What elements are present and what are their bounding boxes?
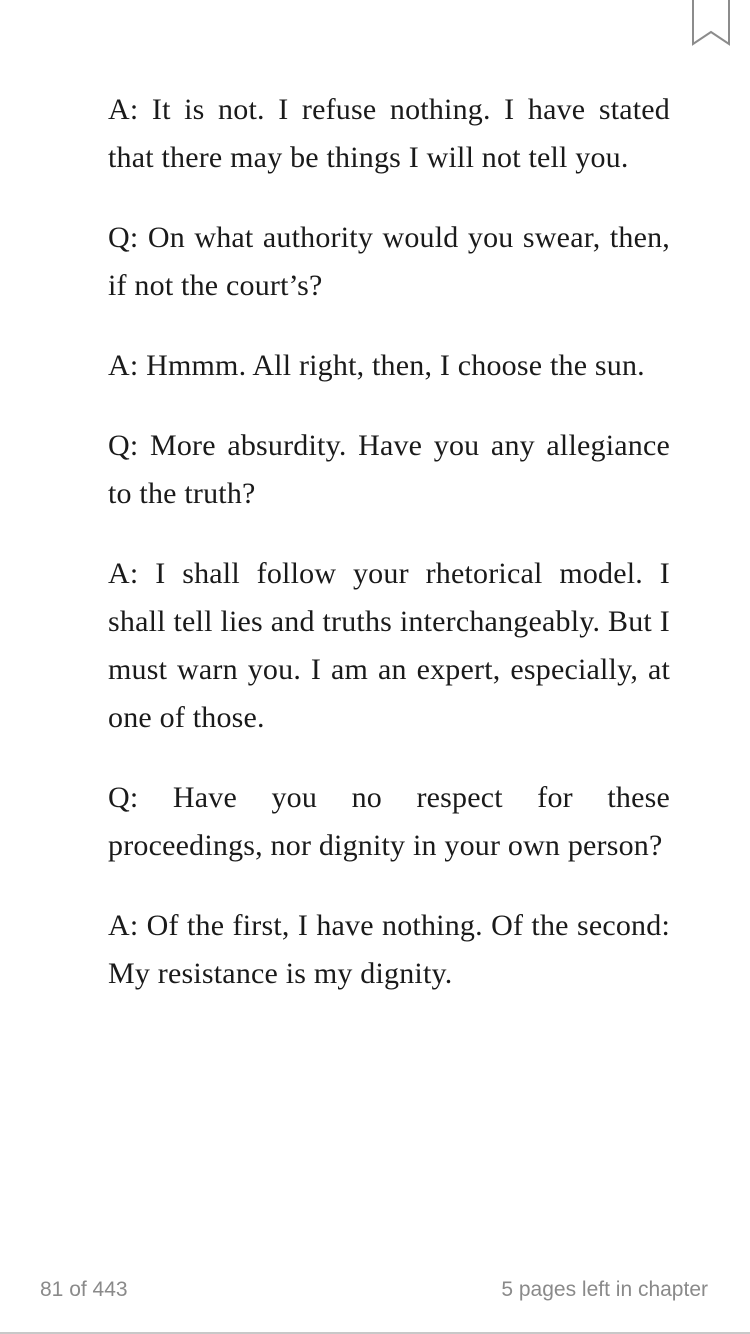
page-content <box>108 86 670 1030</box>
bookmark-icon[interactable] <box>692 0 730 46</box>
paragraph: Q: Have you no respect for these proceedings, nor dignity in your own person? <box>108 781 670 862</box>
paragraph: Q: More absurdity. Have you any allegiance to the truth? <box>108 429 670 510</box>
paragraph: A: Hmmm. All right, then, I choose the sun. <box>108 349 645 382</box>
paragraph: Q: On what authority would you swear, then, if not the court’s? <box>108 221 670 302</box>
paragraph: A: Of the first, I have nothing. Of the second: My resistance is my dignity. <box>108 909 670 990</box>
chapter-pages-remaining: 5 pages left in chapter <box>501 1278 708 1301</box>
paragraph: A: It is not. I refuse nothing. I have stated that there may be things I will not tell you. <box>108 93 670 174</box>
page-position: 81 of 443 <box>40 1278 128 1301</box>
paragraph: A: I shall follow your rhetorical model. I shall tell lies and truths interchangeably. But I must warn you. I am an expert, especially, at one of those. <box>108 557 670 734</box>
